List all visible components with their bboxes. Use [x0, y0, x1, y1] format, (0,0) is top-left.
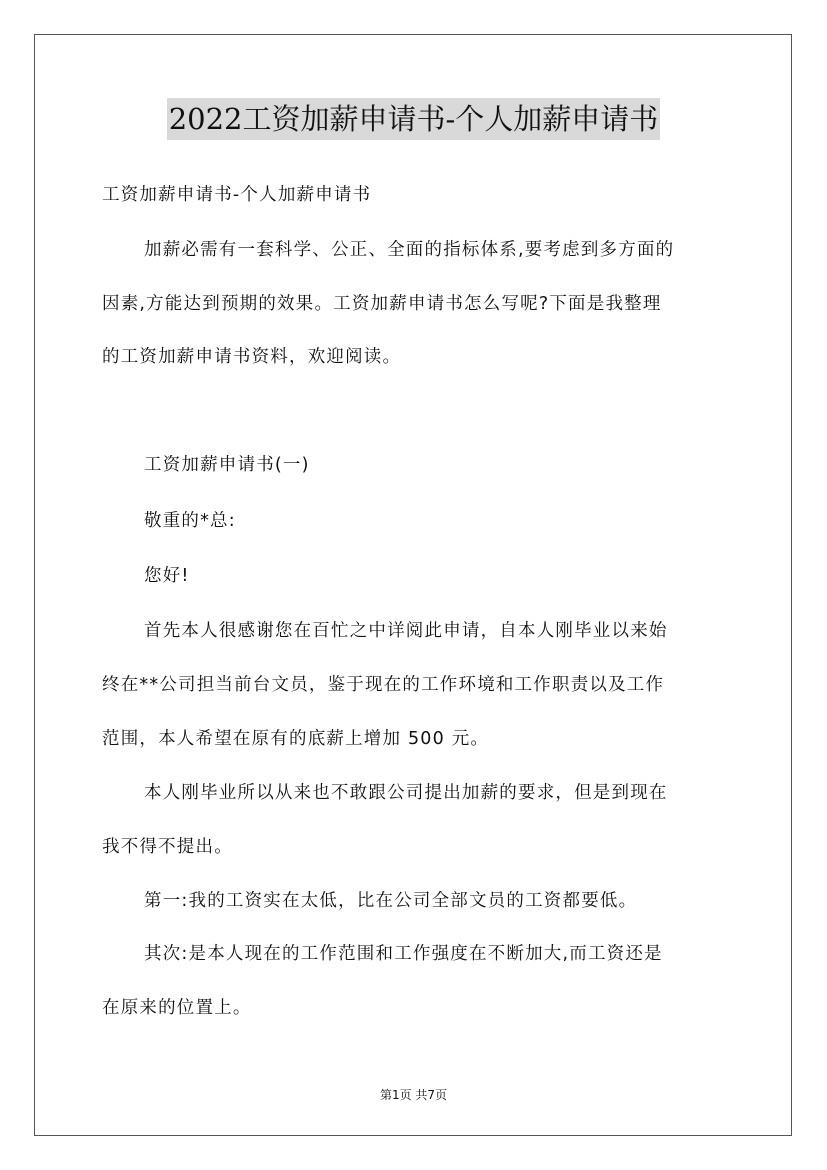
p1-line-2: 终在**公司担当前台文员，鉴于现在的工作环境和工作职责以及工作: [102, 675, 665, 695]
document-title: 2022工资加薪申请书-个人加薪申请书: [167, 98, 661, 140]
p4-line-2: 在原来的位置上。: [102, 998, 252, 1018]
subtitle: 工资加薪申请书-个人加薪申请书: [102, 185, 372, 205]
p1-line-1: 首先本人很感谢您在百忙之中详阅此申请，自本人刚毕业以来始: [144, 621, 668, 641]
page-footer: 第1页 共7页: [379, 1088, 448, 1102]
p3-line-1: 第一:我的工资实在太低，比在公司全部文员的工资都要低。: [144, 891, 638, 911]
p2-line-1: 本人刚毕业所以从来也不敢跟公司提出加薪的要求，但是到现在: [144, 783, 668, 803]
p4-line-1: 其次:是本人现在的工作范围和工作强度在不断加大,而工资还是: [144, 944, 663, 964]
salutation: 敬重的*总:: [144, 511, 236, 531]
p2-line-2: 我不得不提出。: [102, 837, 233, 857]
title-container: [0, 98, 827, 140]
greeting: 您好!: [144, 566, 190, 586]
p1-line-3: 范围，本人希望在原有的底薪上增加 500 元。: [102, 729, 490, 749]
section-heading: 工资加薪申请书(一): [144, 455, 310, 475]
intro-line-3: 的工资加薪申请书资料，欢迎阅读。: [102, 347, 402, 367]
intro-line-2: 因素,方能达到预期的效果。工资加薪申请书怎么写呢?下面是我整理: [102, 294, 662, 314]
intro-line-1: 加薪必需有一套科学、公正、全面的指标体系,要考虑到多方面的: [144, 240, 675, 260]
